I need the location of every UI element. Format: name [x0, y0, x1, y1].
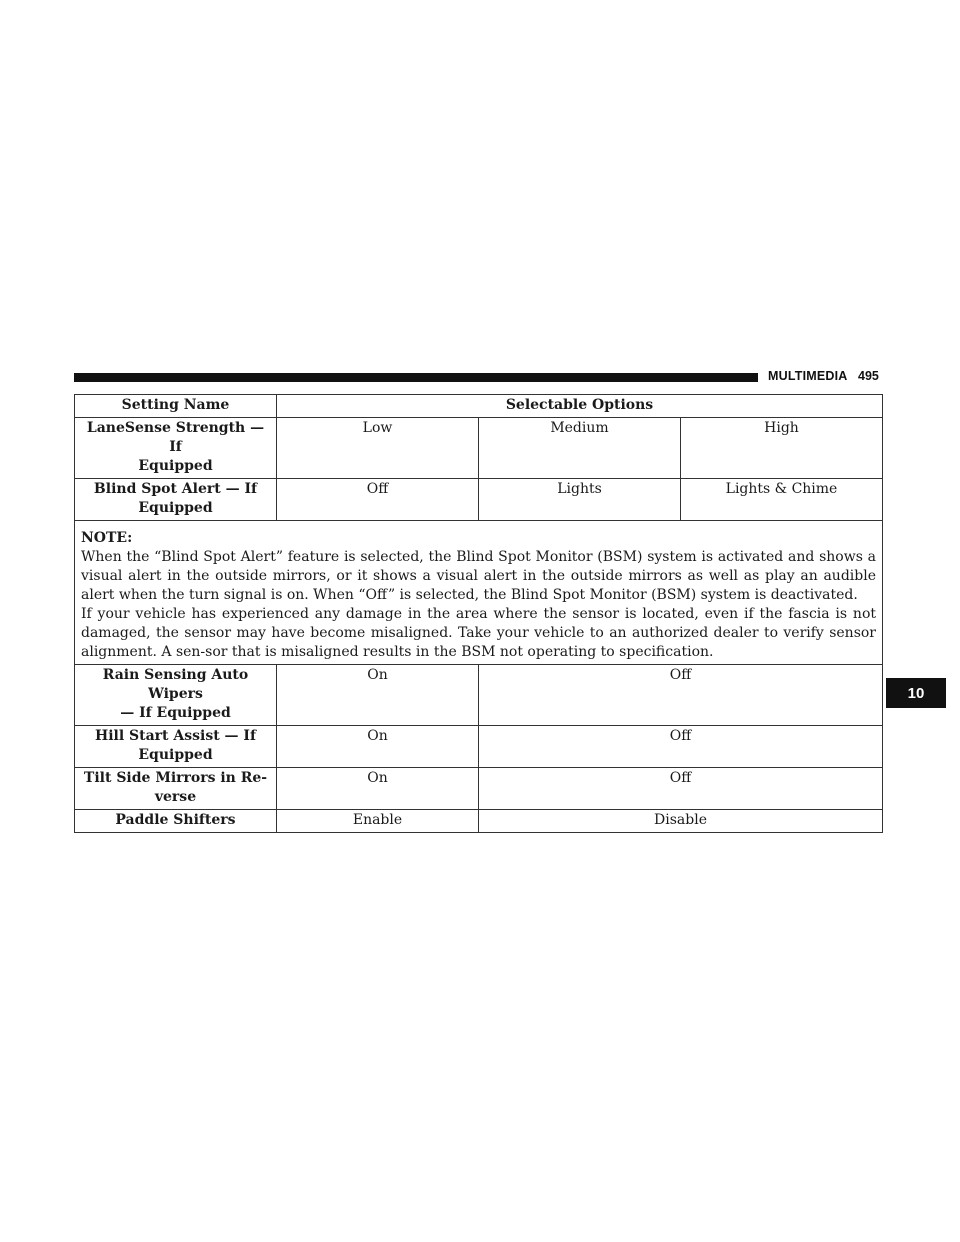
setting-name: [75, 768, 277, 810]
table-header-row: [75, 395, 883, 418]
page-number: 495: [858, 369, 879, 383]
option-cell: Enable: [277, 810, 479, 833]
setting-name: [75, 479, 277, 521]
setting-name-line2: verse: [154, 789, 197, 805]
setting-name: Paddle Shifters: [75, 810, 277, 833]
option-cell: On: [277, 768, 479, 810]
table-row: [75, 768, 883, 810]
option-cell: On: [277, 726, 479, 768]
table-row: [75, 726, 883, 768]
option-cell: Off: [277, 479, 479, 521]
option-cell: Lights & Chime: [681, 479, 883, 521]
setting-name-line1: Hill Start Assist — If: [94, 728, 257, 744]
setting-name-line1: Tilt Side Mirrors in Re-: [83, 770, 268, 786]
option-cell: Low: [277, 418, 479, 479]
option-cell: Off: [479, 768, 883, 810]
column-header-setting-name: Setting Name: [75, 395, 277, 418]
header-rule: [74, 373, 758, 382]
option-cell: Medium: [479, 418, 681, 479]
option-cell: High: [681, 418, 883, 479]
option-cell: Off: [479, 665, 883, 726]
setting-name-line2: Equipped: [138, 500, 213, 516]
setting-name: [75, 665, 277, 726]
table-row: [75, 418, 883, 479]
note-row: [75, 521, 883, 665]
table-row: [75, 479, 883, 521]
table-row: [75, 810, 883, 833]
setting-name-line2: Equipped: [138, 458, 213, 474]
note-paragraph: When the “Blind Spot Alert” feature is selected, the Blind Spot Monitor (BSM) system is activated and shows a visual alert in the outside mirrors, or it shows a visual alert in the outside mirrors as well as play an audible alert when the turn signal is on. When “Off” is selected, the Blind Spot Monitor (BSM) system is deactivated.: [81, 549, 876, 603]
column-header-selectable-options: Selectable Options: [277, 395, 883, 418]
section-title: MULTIMEDIA: [768, 369, 848, 383]
setting-name-line1: Blind Spot Alert — If: [93, 481, 258, 497]
settings-table: [74, 394, 883, 833]
table-row: [75, 665, 883, 726]
chapter-tab: 10: [886, 678, 946, 708]
setting-name: [75, 726, 277, 768]
setting-name-line2: Equipped: [138, 747, 213, 763]
setting-name-line1: Rain Sensing Auto Wipers: [102, 667, 249, 702]
option-cell: Lights: [479, 479, 681, 521]
option-cell: Off: [479, 726, 883, 768]
setting-name-line1: LaneSense Strength — If: [86, 420, 265, 455]
note-cell: [75, 521, 883, 665]
note-label: NOTE:: [81, 530, 133, 546]
setting-name: [75, 418, 277, 479]
setting-name-line2: — If Equipped: [120, 705, 231, 721]
option-cell: On: [277, 665, 479, 726]
option-cell: Disable: [479, 810, 883, 833]
note-text: [81, 548, 876, 662]
note-paragraph: If your vehicle has experienced any damage in the area where the sensor is located, even if the fascia is not damaged, the sensor may have become misaligned. Take your vehicle to an authorized dealer to verify sensor alignment. A sen-sor that is misaligned results in the BSM not operating to specification.: [81, 606, 876, 660]
